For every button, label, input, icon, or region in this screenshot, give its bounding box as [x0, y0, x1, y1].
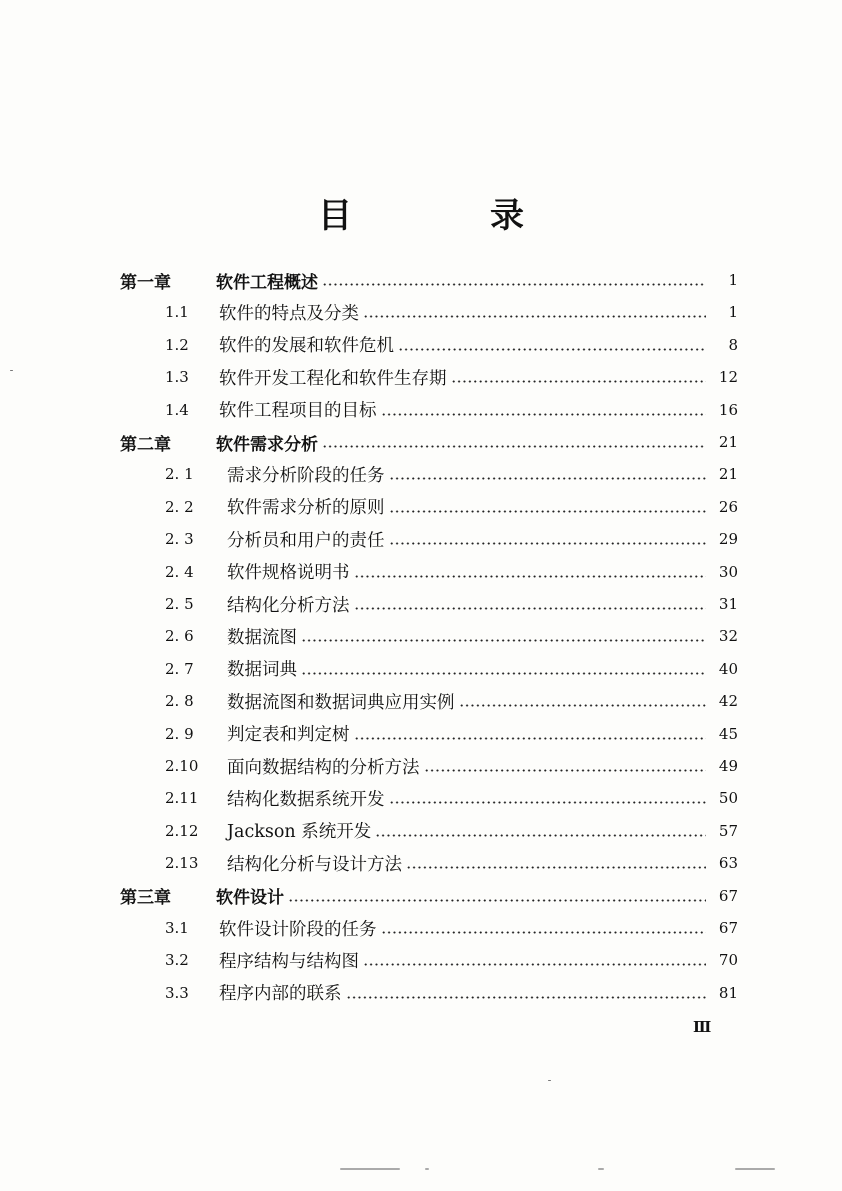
toc-page-number: 26	[718, 497, 738, 516]
toc-page-number: 8	[728, 335, 738, 354]
section-title: 软件的发展和软件危机	[219, 336, 394, 357]
toc-section-row[interactable]	[165, 494, 738, 520]
chapter-title: 软件工程概述	[216, 272, 318, 293]
chapter-number: 第二章	[120, 434, 171, 455]
toc-page-number: 30	[718, 562, 738, 581]
dot-leader	[406, 850, 706, 876]
dot-leader	[322, 429, 706, 455]
section-number: 1.4	[165, 400, 189, 419]
toc-page-number: 21	[718, 465, 738, 484]
section-title: 软件需求分析的原则	[227, 498, 385, 519]
toc-section-row[interactable]	[165, 915, 738, 941]
dot-leader	[389, 785, 707, 811]
section-number: 1.3	[165, 368, 189, 387]
toc-section-row[interactable]	[165, 753, 738, 779]
toc-section-row[interactable]	[165, 299, 738, 325]
toc-section-row[interactable]	[165, 947, 738, 973]
toc-section-row[interactable]	[165, 850, 738, 876]
section-title: 结构化分析与设计方法	[227, 854, 402, 875]
section-title: 软件设计阶段的任务	[219, 919, 377, 940]
toc-page-number: 67	[718, 919, 738, 937]
section-number: 2. 1	[165, 465, 194, 484]
dot-leader	[459, 688, 707, 714]
dot-leader	[322, 267, 706, 293]
toc-section-row[interactable]	[165, 397, 738, 423]
section-title: 面向数据结构的分析方法	[227, 757, 420, 778]
section-number: 2. 8	[165, 692, 194, 711]
dot-leader	[354, 559, 707, 585]
dot-leader	[363, 299, 706, 325]
dot-leader	[288, 883, 706, 909]
toc-page-number: 70	[718, 951, 738, 970]
chapter-title: 软件需求分析	[216, 434, 318, 455]
toc-page-number: 21	[718, 433, 738, 451]
section-number: 2. 2	[165, 497, 194, 516]
toc-section-row[interactable]	[165, 461, 738, 487]
toc-section-row[interactable]	[165, 980, 738, 1006]
toc-page-number: 12	[718, 368, 738, 387]
toc-page-number: 1	[728, 271, 738, 289]
section-number: 1.2	[165, 335, 189, 354]
section-number: 3.2	[165, 951, 189, 970]
scan-speck	[598, 1168, 604, 1170]
toc-chapter-row[interactable]	[120, 267, 738, 293]
page-number: Ⅲ	[693, 1018, 712, 1036]
dot-leader	[363, 947, 706, 973]
section-title: 软件开发工程化和软件生存期	[219, 368, 447, 389]
toc-page-number: 57	[718, 821, 738, 840]
dot-leader	[451, 364, 707, 390]
section-number: 2. 7	[165, 659, 194, 678]
toc-section-row[interactable]	[165, 818, 738, 844]
section-title: Jackson 系统开发	[227, 822, 372, 843]
section-title: 数据流图和数据词典应用实例	[227, 692, 455, 713]
section-title: 软件规格说明书	[227, 563, 350, 584]
toc-page-number: 32	[718, 627, 738, 646]
scan-speck	[735, 1168, 775, 1170]
toc-section-row[interactable]	[165, 688, 738, 714]
section-number: 2.13	[165, 854, 199, 873]
section-number: 2.10	[165, 757, 199, 775]
scan-speck	[340, 1168, 400, 1170]
chapter-number: 第一章	[120, 272, 171, 293]
dot-leader	[354, 591, 707, 617]
section-title: 程序内部的联系	[219, 984, 342, 1005]
section-title: 软件工程项目的目标	[219, 401, 377, 422]
chapter-title: 软件设计	[216, 888, 284, 909]
dot-leader	[346, 980, 707, 1006]
toc-section-row[interactable]	[165, 785, 738, 811]
dot-leader	[389, 526, 707, 552]
toc-page-number: 1	[728, 303, 738, 322]
toc-chapter-row[interactable]	[120, 883, 738, 909]
section-number: 2. 4	[165, 562, 194, 581]
toc-chapter-row[interactable]	[120, 429, 738, 455]
scan-speck	[10, 370, 13, 371]
dot-leader	[381, 397, 707, 423]
section-number: 3.3	[165, 983, 189, 1002]
section-title: 判定表和判定树	[227, 725, 350, 746]
toc-section-row[interactable]	[165, 623, 738, 649]
dot-leader	[301, 656, 706, 682]
toc-section-row[interactable]	[165, 591, 738, 617]
section-number: 2. 3	[165, 530, 194, 549]
toc-section-row[interactable]	[165, 364, 738, 390]
toc-page-number: 40	[718, 659, 738, 678]
section-title: 软件的特点及分类	[219, 303, 359, 324]
dot-leader	[389, 494, 707, 520]
section-title: 数据词典	[227, 660, 297, 681]
page-title: 目 录	[318, 196, 576, 236]
section-title: 数据流图	[227, 627, 297, 648]
toc-page-number: 81	[718, 983, 738, 1002]
chapter-number: 第三章	[120, 888, 171, 909]
section-title: 程序结构与结构图	[219, 951, 359, 972]
section-number: 1.1	[165, 303, 189, 322]
toc-section-row[interactable]	[165, 526, 738, 552]
toc-page-number: 42	[718, 692, 738, 711]
dot-leader	[375, 818, 706, 844]
toc-section-row[interactable]	[165, 721, 738, 747]
toc-page-number: 49	[718, 757, 738, 775]
section-title: 结构化分析方法	[227, 595, 350, 616]
toc-page-number: 50	[718, 789, 738, 808]
toc-page-number: 45	[718, 724, 738, 743]
dot-leader	[389, 461, 707, 487]
scan-speck	[548, 1080, 551, 1081]
section-title: 结构化数据系统开发	[227, 789, 385, 810]
toc-page-number: 31	[718, 595, 738, 613]
dot-leader	[301, 623, 706, 649]
toc-section-row[interactable]	[165, 332, 738, 358]
section-number: 2. 6	[165, 627, 194, 646]
section-number: 3.1	[165, 919, 189, 937]
toc-page-number: 16	[718, 400, 738, 419]
scan-speck	[425, 1168, 429, 1170]
dot-leader	[424, 753, 707, 779]
toc-section-row[interactable]	[165, 559, 738, 585]
section-number: 2. 5	[165, 595, 194, 613]
section-number: 2.11	[165, 789, 199, 808]
dot-leader	[354, 721, 707, 747]
toc-page-number: 63	[718, 854, 738, 873]
section-title: 分析员和用户的责任	[227, 530, 385, 551]
toc-page-number: 67	[718, 886, 738, 905]
toc-section-row[interactable]	[165, 656, 738, 682]
toc-page-number: 29	[718, 530, 738, 549]
dot-leader	[398, 332, 706, 358]
section-number: 2.12	[165, 821, 199, 840]
section-number: 2. 9	[165, 724, 194, 743]
section-title: 需求分析阶段的任务	[227, 465, 385, 486]
dot-leader	[381, 915, 707, 941]
